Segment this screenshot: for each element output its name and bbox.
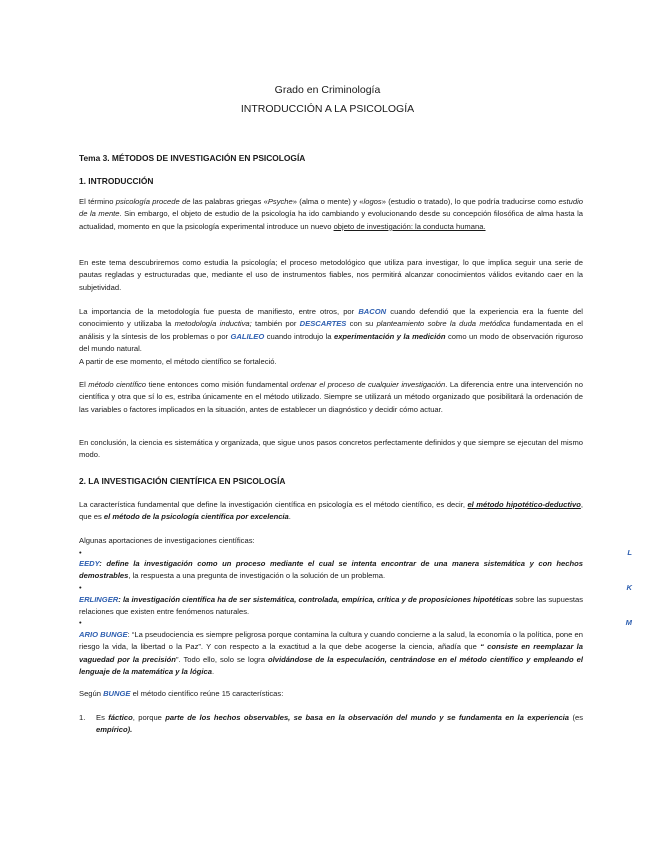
eedy-paragraph: EEDY: define la investigación como un proceso mediante el cual se intenta encontrar de una manera sistemática y con hechos demostrables, la respuesta a una pregunta de investigación o la solución de un problema. [79, 559, 583, 581]
degree-title: Grado en Criminología [274, 84, 381, 96]
list-item: 1. Es fáctico, porque parte de los hechos observables, se basa en la observación del mundo y se fundamenta en la experiencia (es empírico). [79, 713, 583, 735]
erlinger-name: ERLINGER [79, 595, 119, 604]
bullet-marker: • [79, 618, 82, 627]
descartes-name: DESCARTES [299, 319, 347, 329]
list-number: 1. [79, 713, 86, 722]
intro-paragraph-2: En este tema descubriremos como estudia la psicología; el proceso metodológico que utiliza para investigar, lo que implica seguir una serie de pautas regladas y estructuradas que, mediante el uso de instrumentos fiables, nos permitirá alcanzar conocimientos válidos evitando caer en la subjetividad. [79, 258, 583, 292]
bullet-marker: • [79, 583, 82, 592]
erlinger-paragraph: ERLINGER: la investigación científica ha de ser sistemática, controlada, empírica, crítica y de proposiciones hipotéticas sobre las supuestas relaciones que existen entre fenómenos naturales. [79, 595, 583, 617]
section2-paragraph-1: La característica fundamental que define la investigación científica en psicología es el método científico, es decir, el método hipotético-deductivo, que es el método de la psicología científica por excelencia. [79, 500, 583, 522]
section2-heading: 2. LA INVESTIGACIÓN CIENTÍFICA EN PSICOLOGÍA [79, 476, 286, 486]
bullet-letter: M [625, 618, 632, 627]
bunge-name: ARIO BUNGE [79, 630, 128, 639]
bullet-marker: • [79, 548, 82, 557]
intro-paragraph-1: El término psicología procede de las palabras griegas «Psyche» (alma o mente) y «logos» (estudio o tratado), lo que podría traducirse como estudio de la mente. Sin embargo, el objeto de estudio de la psicología ha ido cambiando y evolucionando desde su concepción filosófica de alma hasta la actualidad, momento en que la psicología experimental introduce un nuevo objeto de investigación: la conducta humana. [79, 197, 583, 231]
bullet-letter: K [626, 583, 632, 592]
bunge-characteristics-intro: Según BUNGE el método científico reúne 15 características: [79, 689, 284, 698]
course-title: INTRODUCCIÓN A LA PSICOLOGÍA [240, 103, 415, 115]
intro-paragraph-3: La importancia de la metodología fue puesta de manifiesto, entre otros, por BACON cuando defendió que la experiencia era la fuente del conocimiento y utilizaba la metodología inductiva; también por DESCARTES con su planteamiento sobre la duda metódica fundamentada en el análisis y la síntesis de los problemas o por GALILEO cuando introdujo la experimentación y la medición como un modo de observación riguroso del mundo natural. A partir de ese momento, el método científico se fortaleció. [79, 307, 583, 366]
eedy-name: EEDY [79, 559, 100, 568]
conducta-humana-link: objeto de investigación: la conducta humana. [333, 221, 486, 231]
bullet-letter: L [627, 548, 632, 557]
bunge-name-2: BUNGE [103, 689, 131, 698]
bacon-name: BACON [358, 307, 387, 316]
galileo-name: GALILEO [230, 331, 265, 341]
topic-title: Tema 3. MÉTODOS DE INVESTIGACIÓN EN PSICOLOGÍA [79, 153, 306, 163]
bunge-quote-paragraph: ARIO BUNGE: “La pseudociencia es siempre peligrosa porque contamina la cultura y cuando concierne a la salud, la economía o la política, pone en riesgo la vida, la libertad o la Paz”. Y con respecto a la exactitud a la que debe acogerse la ciencia, añadía que “ consiste en reemplazar la vaguedad por la precisión”. Todo ello, solo se logra olvidándose de la especulación, centrándose en el método científico y empleando el lenguaje de la matemática y la lógica. [79, 630, 583, 677]
intro-paragraph-4: El método científico tiene entonces como misión fundamental ordenar el proceso de cualquier investigación. La diferencia entre una intervención no científica y otra que sí lo es, estriba únicamente en el método utilizado. Siempre se utilizará un método organizado que posibilitará la ordenación de las variables o factores implicados en la situación, antes de establecer un diagnóstico y decidir cómo actuar. [79, 380, 583, 414]
intro-paragraph-5: En conclusión, la ciencia es sistemática y organizada, que sigue unos pasos concretos perfectamente definidos y que siempre se ejecutan del mismo modo. [79, 438, 583, 460]
contributions-intro: Algunas aportaciones de investigaciones científicas: [79, 536, 255, 545]
section1-heading: 1. INTRODUCCIÓN [79, 176, 154, 186]
